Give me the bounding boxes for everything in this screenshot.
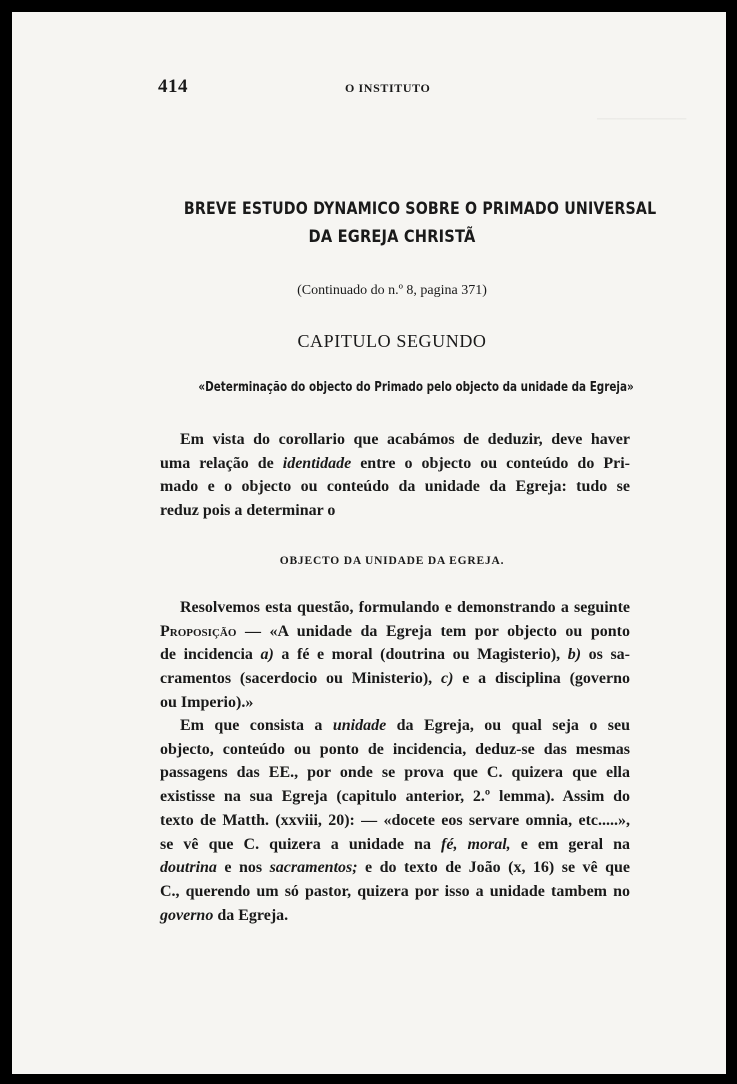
bleed-through: ───────── xyxy=(597,112,687,127)
article-title-line2: DA EGREJA CHRISTÃ xyxy=(308,227,476,247)
proposition-label: Proposição xyxy=(160,622,237,640)
emphasis: governo xyxy=(160,906,214,924)
text-line: governo da Egreja. xyxy=(160,906,289,924)
emphasis: doutrina xyxy=(160,859,217,877)
text-line: passagens das EE., por onde se prova que C. quizera que ella xyxy=(160,764,630,782)
article-title xyxy=(183,194,657,252)
text-line: C., querendo um só pastor, quizera por isso a unidade tambem no xyxy=(160,882,630,900)
text-line: uma relação de identidade entre o objecto ou conteúdo do Pri- xyxy=(160,454,631,472)
text-line: ou Imperio).» xyxy=(160,693,254,711)
text-line: existisse na sua Egreja (capitulo anterior, 2.º lemma). Assim do xyxy=(160,788,630,806)
page-number: 414 xyxy=(158,76,188,97)
chapter-heading: CAPITULO SEGUNDO xyxy=(297,331,487,351)
continued-note: (Continuado do n.º 8, pagina 371) xyxy=(297,283,487,298)
text-line: mado e o objecto ou conteúdo da unidade da Egreja: tudo se xyxy=(160,478,630,496)
text-line: Em vista do corollario que acabámos de deduzir, deve haver xyxy=(180,431,630,448)
text-line: cramentos (sacerdocio ou Ministerio), c) e a disciplina (governo xyxy=(160,670,630,688)
text-line: Em que consista a unidade da Egreja, ou qual seja o seu xyxy=(180,717,631,734)
section-heading: OBJECTO DA UNIDADE DA EGREJA. xyxy=(279,555,505,567)
text-line: objecto, conteúdo ou ponto de incidencia, deduz-se das mesmas xyxy=(160,740,630,758)
text-line: texto de Matth. (xxviii, 20): — «docete eos servare omnia, etc.....», xyxy=(160,811,630,829)
paragraph-3 xyxy=(160,714,630,927)
text-line: Proposição — «A unidade da Egreja tem por objecto ou ponto xyxy=(160,622,630,640)
text-line: de incidencia a) a fé e moral (doutrina ou Magisterio), b) os sa- xyxy=(160,646,630,664)
article-title-line1: BREVE ESTUDO DYNAMICO SOBRE O PRIMADO UNIVERSAL xyxy=(183,199,657,218)
emphasis: unidade xyxy=(332,717,387,734)
paragraph-2 xyxy=(160,596,630,715)
page-sheet xyxy=(12,12,726,1074)
emphasis: fé, moral, xyxy=(441,835,511,853)
text-line: se vê que C. quizera a unidade na fé, moral, e em geral na xyxy=(160,835,631,853)
text-line: doutrina e nos sacramentos; e do texto de João (x, 16) se vê que xyxy=(160,859,630,877)
emphasis: sacramentos; xyxy=(269,859,358,877)
paragraph-1 xyxy=(160,428,630,523)
text-line: reduz pois a determinar o xyxy=(160,502,336,520)
chapter-subtitle: «Determinação do objecto do Primado pelo objecto da unidade da Egreja» xyxy=(198,380,634,395)
text-line: Resolvemos esta questão, formulando e demonstrando a seguinte xyxy=(180,599,630,616)
emphasis: identidade xyxy=(282,454,352,472)
running-head: O INSTITUTO xyxy=(345,81,431,95)
